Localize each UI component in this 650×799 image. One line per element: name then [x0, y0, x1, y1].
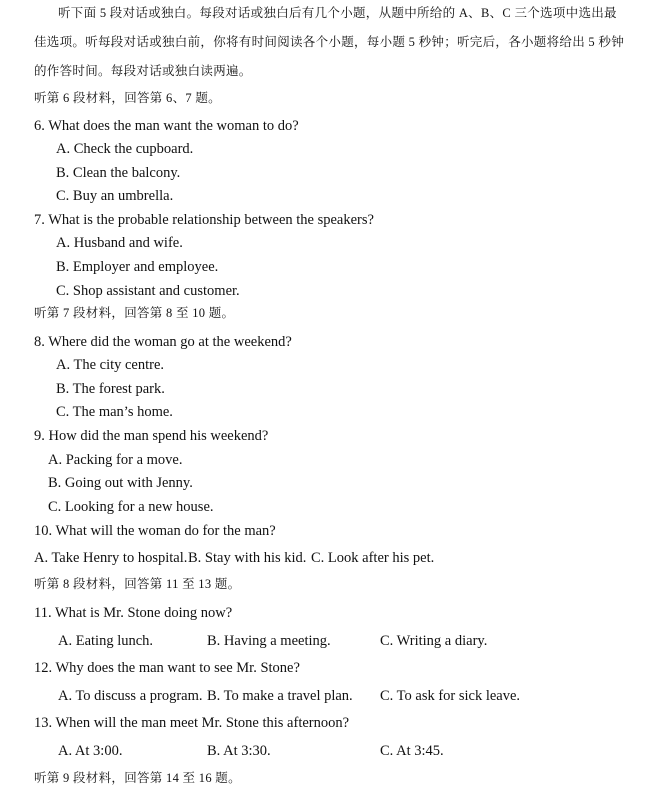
instructions-line-3: 的作答时间。每段对话或独白读两遍。	[34, 64, 252, 78]
question-6-option-b[interactable]: B. Clean the balcony.	[56, 165, 181, 181]
section-heading-7: 听第 7 段材料，回答第 8 至 10 题。	[34, 306, 235, 320]
question-6-stem: 6. What does the man want the woman to do?	[34, 118, 299, 134]
question-7-option-b[interactable]: B. Employer and employee.	[56, 259, 219, 275]
question-11-option-c[interactable]: C. Writing a diary.	[380, 633, 488, 649]
question-13-option-b[interactable]: B. At 3:30.	[207, 743, 271, 759]
question-10-stem: 10. What will the woman do for the man?	[34, 523, 276, 539]
section-heading-6: 听第 6 段材料，回答第 6、7 题。	[34, 91, 221, 105]
question-9-option-a[interactable]: A. Packing for a move.	[48, 452, 183, 468]
question-9-option-c[interactable]: C. Looking for a new house.	[48, 499, 214, 515]
question-12-option-c[interactable]: C. To ask for sick leave.	[380, 688, 521, 704]
question-9-stem: 9. How did the man spend his weekend?	[34, 428, 269, 444]
section-heading-8: 听第 8 段材料，回答第 11 至 13 题。	[34, 577, 241, 591]
question-8-stem: 8. Where did the woman go at the weekend?	[34, 334, 292, 350]
question-7-option-c[interactable]: C. Shop assistant and customer.	[56, 283, 240, 299]
question-13-option-a[interactable]: A. At 3:00.	[58, 743, 123, 759]
question-13-option-c[interactable]: C. At 3:45.	[380, 743, 444, 759]
question-9-option-b[interactable]: B. Going out with Jenny.	[48, 475, 193, 491]
question-7-option-a[interactable]: A. Husband and wife.	[56, 235, 183, 251]
question-8-option-b[interactable]: B. The forest park.	[56, 381, 165, 397]
question-12-option-a[interactable]: A. To discuss a program.	[58, 688, 203, 704]
question-12-option-b[interactable]: B. To make a travel plan.	[207, 688, 353, 704]
question-8-option-c[interactable]: C. The man’s home.	[56, 404, 173, 420]
question-10-option-a[interactable]: A. Take Henry to hospital.	[34, 550, 188, 566]
question-13-stem: 13. When will the man meet Mr. Stone this afternoon?	[34, 715, 350, 731]
instructions-line-1: 听下面 5 段对话或独白。每段对话或独白后有几个小题，从题中所给的 A、B、C 三个选项中选出最	[58, 6, 617, 20]
question-6-option-c[interactable]: C. Buy an umbrella.	[56, 188, 174, 204]
question-7-stem: 7. What is the probable relationship between the speakers?	[34, 212, 374, 228]
question-11-option-a[interactable]: A. Eating lunch.	[58, 633, 154, 649]
question-10-option-c[interactable]: C. Look after his pet.	[311, 550, 435, 566]
question-11-stem: 11. What is Mr. Stone doing now?	[34, 605, 233, 621]
question-11-option-b[interactable]: B. Having a meeting.	[207, 633, 331, 649]
instructions-line-2: 佳选项。听每段对话或独白前，你将有时间阅读各个小题，每小题 5 秒钟；听完后，各小题将给出 5 秒钟	[34, 35, 625, 49]
question-12-stem: 12. Why does the man want to see Mr. Stone?	[34, 660, 300, 676]
question-6-option-a[interactable]: A. Check the cupboard.	[56, 141, 194, 157]
question-8-option-a[interactable]: A. The city centre.	[56, 357, 165, 373]
question-10-option-b[interactable]: B. Stay with his kid.	[188, 550, 307, 566]
section-heading-9: 听第 9 段材料，回答第 14 至 16 题。	[34, 771, 241, 785]
